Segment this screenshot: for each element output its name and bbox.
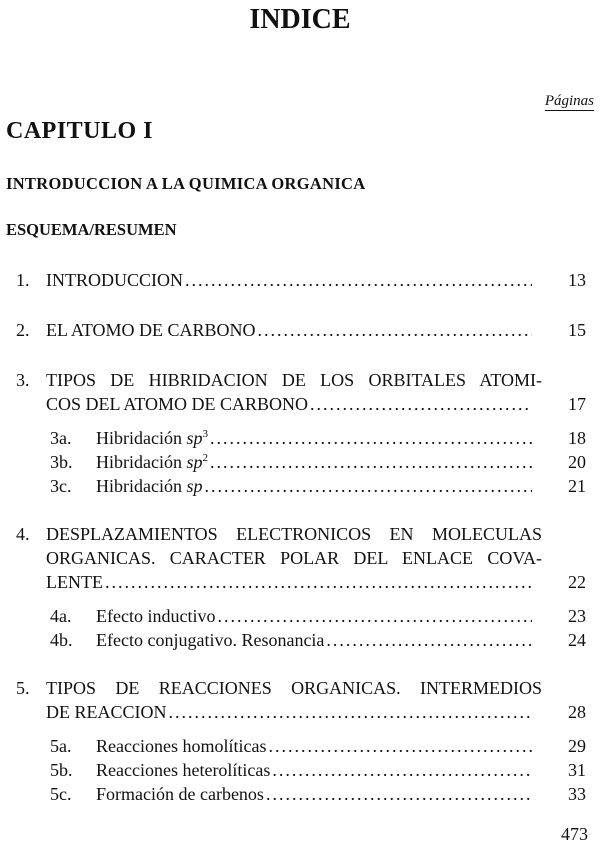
entry-page: 28 <box>568 702 586 722</box>
entry-title: Reacciones heterolíticas <box>96 760 271 780</box>
entry-number: 4a. <box>50 606 72 626</box>
entry-page: 20 <box>568 452 586 472</box>
entry-title-line: ORGANICAS. CARACTER POLAR DEL ENLACE COVA- <box>46 548 542 568</box>
dot-leader <box>105 570 532 594</box>
dot-leader <box>185 268 532 292</box>
entry-page: 22 <box>568 572 586 592</box>
entry-title: INTRODUCCION <box>46 270 183 290</box>
entry-number: 4. <box>16 524 30 544</box>
page-number: 473 <box>561 824 588 844</box>
entry-title: Hibridación <box>96 452 182 472</box>
dot-leader <box>326 628 532 652</box>
dot-leader <box>268 734 532 758</box>
dot-leader <box>310 392 532 416</box>
entry-page: 23 <box>568 606 586 626</box>
chapter-subtitle: INTRODUCCION A LA QUIMICA ORGANICA <box>6 174 366 193</box>
dot-leader <box>258 318 532 342</box>
entry-page: 15 <box>568 320 586 340</box>
entry-number: 5. <box>16 678 30 698</box>
entry-title: Efecto conjugativo. Resonancia <box>96 630 325 650</box>
entry-title: DE REACCION <box>46 702 167 722</box>
entry-page: 21 <box>568 476 586 496</box>
dot-leader <box>210 426 532 450</box>
entry-number: 5c. <box>50 784 72 804</box>
dot-leader <box>217 604 532 628</box>
entry-page: 31 <box>568 760 586 780</box>
dot-leader <box>266 782 532 806</box>
entry-number: 3c. <box>50 476 72 496</box>
entry-title-line: DESPLAZAMIENTOS ELECTRONICOS EN MOLECULAS <box>46 524 542 544</box>
entry-number: 2. <box>16 320 30 340</box>
entry-number: 3a. <box>50 428 72 448</box>
entry-title-line: TIPOS DE HIBRIDACION DE LOS ORBITALES ATOMI- <box>46 370 542 390</box>
pages-column-label: Páginas <box>544 93 594 109</box>
entry-number: 1. <box>16 270 30 290</box>
dot-leader <box>205 474 533 498</box>
orbital-symbol: sp <box>186 452 203 472</box>
summary-heading: ESQUEMA/RESUMEN <box>6 220 177 239</box>
entry-title: Reacciones homolíticas <box>96 736 267 756</box>
entry-page: 18 <box>568 428 586 448</box>
entry-title: Efecto inductivo <box>96 606 216 626</box>
dot-leader <box>272 758 532 782</box>
entry-number: 3. <box>16 370 30 390</box>
orbital-symbol: sp <box>186 476 203 496</box>
entry-title: LENTE <box>46 572 103 592</box>
entry-title: Formación de carbenos <box>96 784 264 804</box>
page-title: INDICE <box>249 4 351 35</box>
entry-page: 17 <box>568 394 586 414</box>
entry-title: Hibridación <box>96 476 182 496</box>
entry-title-line: TIPOS DE REACCIONES ORGANICAS. INTERMEDIOS <box>46 678 542 698</box>
orbital-exponent: 2 <box>202 452 208 464</box>
dot-leader <box>169 700 533 724</box>
entry-page: 13 <box>568 270 586 290</box>
entry-number: 5a. <box>50 736 72 756</box>
entry-title: Hibridación <box>96 428 182 448</box>
entry-page: 33 <box>568 784 586 804</box>
entry-page: 29 <box>568 736 586 756</box>
entry-title: COS DEL ATOMO DE CARBONO <box>46 394 309 414</box>
entry-page: 24 <box>568 630 586 650</box>
entry-number: 4b. <box>50 630 73 650</box>
entry-number: 3b. <box>50 452 73 472</box>
dot-leader <box>210 450 532 474</box>
entry-number: 5b. <box>50 760 73 780</box>
orbital-exponent: 3 <box>202 428 208 440</box>
chapter-heading: CAPITULO I <box>6 118 154 144</box>
entry-title: EL ATOMO DE CARBONO <box>46 320 256 340</box>
orbital-symbol: sp <box>186 428 203 448</box>
